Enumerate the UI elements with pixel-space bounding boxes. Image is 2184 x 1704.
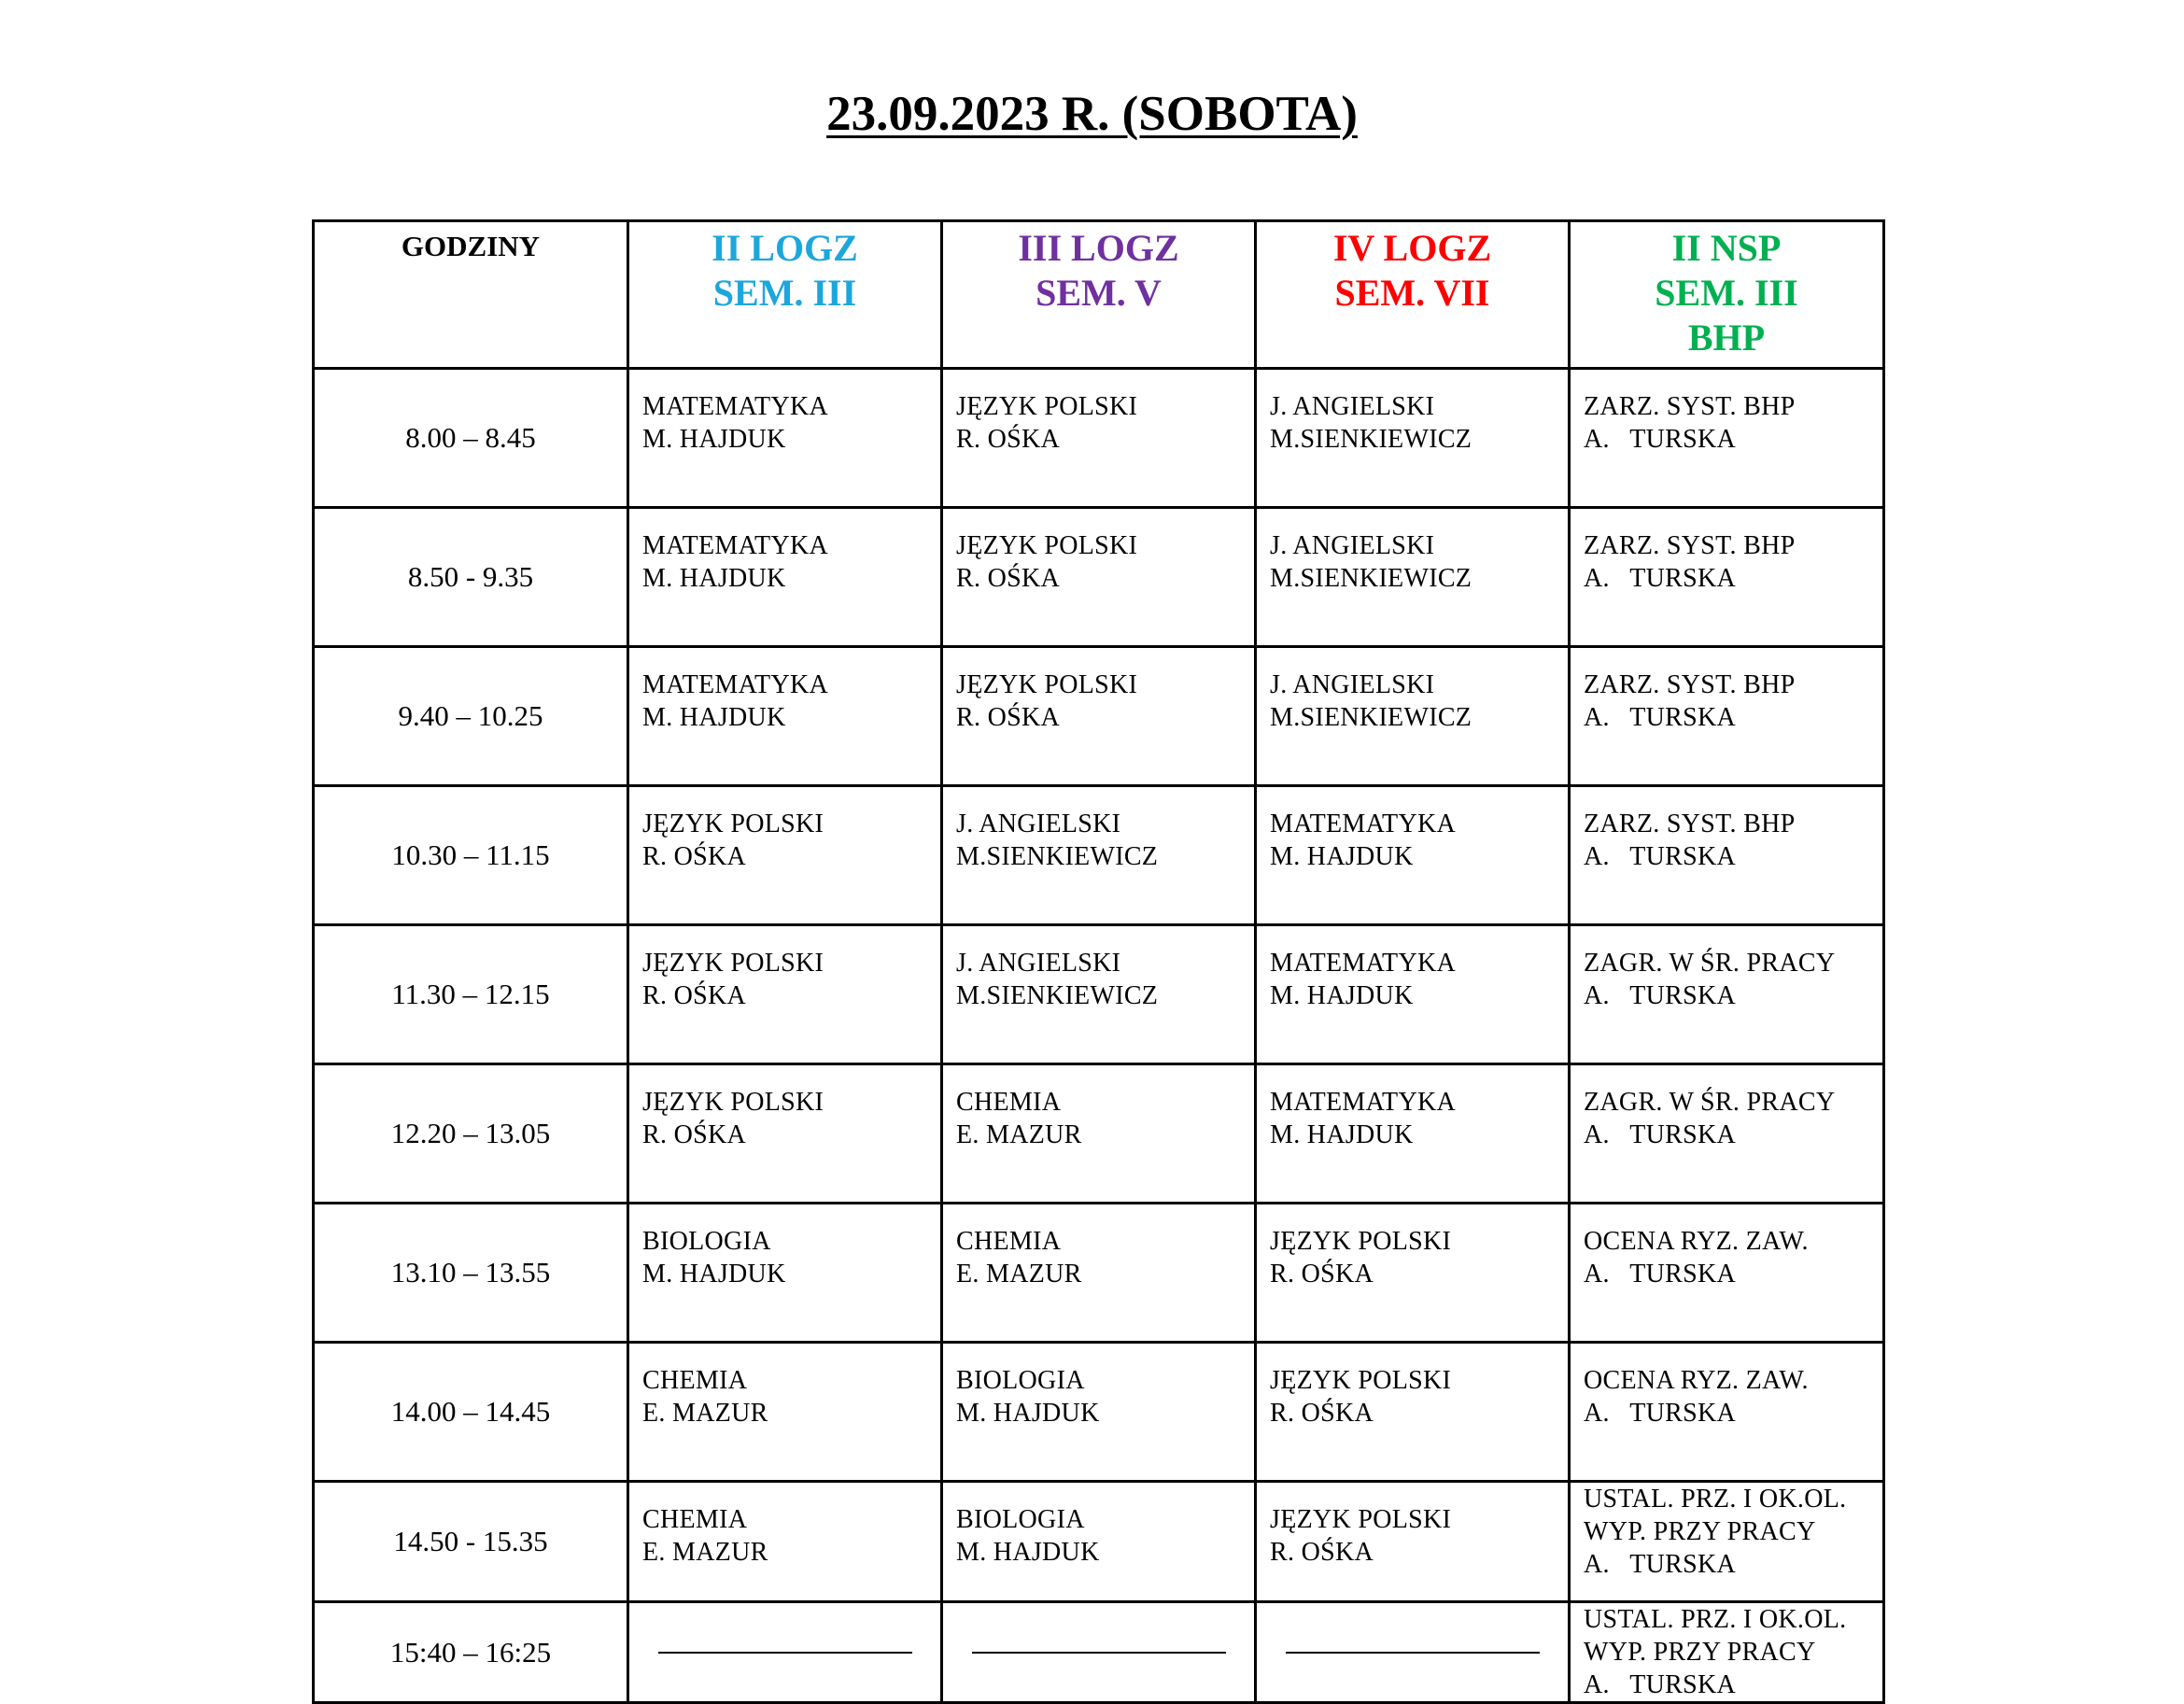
teacher-name: M. HAJDUK <box>642 425 786 454</box>
schedule-table <box>312 219 1885 1704</box>
teacher-name: A. TURSKA <box>1584 1399 1737 1428</box>
subject-name: J. ANGIELSKI <box>1270 531 1435 560</box>
time-cell: 10.30 – 11.15 <box>314 786 628 925</box>
empty-slot-cell <box>1256 1602 1570 1703</box>
header-group-3 <box>1256 221 1570 369</box>
teacher-name: R. OŚKA <box>642 981 747 1010</box>
subject-name: ZARZ. SYST. BHP <box>1584 392 1796 421</box>
teacher-name: M.SIENKIEWICZ <box>1270 425 1472 454</box>
teacher-name: R. OŚKA <box>1270 1538 1374 1567</box>
header-group-3-line: IV LOGZ <box>1332 227 1492 269</box>
teacher-name: A. TURSKA <box>1584 1120 1737 1149</box>
lesson-cell <box>1570 647 1884 786</box>
teacher-name: E. MAZUR <box>956 1260 1082 1289</box>
lesson-cell <box>1570 786 1884 925</box>
table-row <box>314 786 1884 925</box>
teacher-name: M. HAJDUK <box>956 1538 1100 1567</box>
lesson-cell <box>1570 508 1884 647</box>
subject-name: ZARZ. SYST. BHP <box>1584 810 1796 838</box>
teacher-name: M. HAJDUK <box>1270 1120 1414 1149</box>
teacher-name: A. TURSKA <box>1584 1550 1737 1579</box>
teacher-name: M. HAJDUK <box>1270 842 1414 871</box>
subject-name: JĘZYK POLSKI <box>642 1088 824 1117</box>
dash-line <box>972 1652 1226 1654</box>
teacher-name: R. OŚKA <box>1270 1399 1374 1428</box>
lesson-cell <box>1570 1204 1884 1343</box>
subject-name: BIOLOGIA <box>956 1505 1085 1534</box>
teacher-name: M. HAJDUK <box>642 1260 786 1289</box>
subject-name: MATEMATYKA <box>642 531 828 560</box>
teacher-name: E. MAZUR <box>642 1399 768 1428</box>
teacher-name: R. OŚKA <box>1270 1260 1374 1289</box>
subject-name: J. ANGIELSKI <box>956 949 1121 978</box>
teacher-name: A. TURSKA <box>1584 1670 1737 1699</box>
header-group-4-line: BHP <box>1687 317 1766 359</box>
subject-name: WYP. PRZY PRACY <box>1584 1638 1816 1667</box>
lesson-cell <box>1256 508 1570 647</box>
subject-name: ZARZ. SYST. BHP <box>1584 670 1796 699</box>
header-group-2-line: III LOGZ <box>1018 227 1179 269</box>
teacher-name: M.SIENKIEWICZ <box>1270 703 1472 732</box>
time-cell: 14.50 - 15.35 <box>314 1482 628 1602</box>
header-group-4 <box>1570 221 1884 369</box>
lesson-cell <box>628 508 942 647</box>
time-cell: 11.30 – 12.15 <box>314 925 628 1064</box>
time-cell: 13.10 – 13.55 <box>314 1204 628 1343</box>
time-cell: 14.00 – 14.45 <box>314 1343 628 1482</box>
lesson-cell <box>942 1204 1256 1343</box>
lesson-cell <box>1256 1482 1570 1602</box>
teacher-name: E. MAZUR <box>642 1538 768 1567</box>
lesson-cell <box>1570 1064 1884 1204</box>
lesson-cell <box>628 1343 942 1482</box>
header-group-1 <box>628 221 942 369</box>
subject-name: ZAGR. W ŚR. PRACY <box>1584 1088 1836 1117</box>
teacher-name: M. HAJDUK <box>956 1399 1100 1428</box>
subject-name: OCENA RYZ. ZAW. <box>1584 1366 1809 1395</box>
empty-slot-cell <box>628 1602 942 1703</box>
subject-name: WYP. PRZY PRACY <box>1584 1517 1816 1546</box>
teacher-name: M.SIENKIEWICZ <box>956 842 1159 871</box>
table-row <box>314 1343 1884 1482</box>
subject-name: JĘZYK POLSKI <box>642 949 824 978</box>
subject-name: JĘZYK POLSKI <box>956 531 1138 560</box>
subject-name: CHEMIA <box>642 1505 748 1534</box>
teacher-name: R. OŚKA <box>956 425 1061 454</box>
lesson-cell <box>1256 369 1570 508</box>
subject-name: J. ANGIELSKI <box>1270 392 1435 421</box>
table-row <box>314 1064 1884 1204</box>
subject-name: JĘZYK POLSKI <box>956 392 1138 421</box>
time-cell: 12.20 – 13.05 <box>314 1064 628 1204</box>
header-group-1-line: SEM. III <box>712 272 857 314</box>
subject-name: USTAL. PRZ. I OK.OL. <box>1584 1605 1847 1634</box>
teacher-name: A. TURSKA <box>1584 425 1737 454</box>
dash-line <box>658 1652 912 1654</box>
lesson-cell <box>942 786 1256 925</box>
teacher-name: M. HAJDUK <box>642 703 786 732</box>
schedule-body <box>314 369 1884 1703</box>
header-group-2 <box>942 221 1256 369</box>
subject-name: J. ANGIELSKI <box>1270 670 1435 699</box>
lesson-cell <box>942 1343 1256 1482</box>
lesson-cell <box>1256 647 1570 786</box>
lesson-cell <box>628 925 942 1064</box>
subject-name: MATEMATYKA <box>642 392 828 421</box>
lesson-cell <box>1570 369 1884 508</box>
lesson-cell <box>1256 1343 1570 1482</box>
table-row <box>314 1602 1884 1703</box>
lesson-cell <box>628 1204 942 1343</box>
subject-name: MATEMATYKA <box>1270 810 1456 838</box>
teacher-name: M. HAJDUK <box>1270 981 1414 1010</box>
teacher-name: M. HAJDUK <box>642 564 786 593</box>
subject-name: OCENA RYZ. ZAW. <box>1584 1227 1809 1256</box>
table-row <box>314 1482 1884 1602</box>
lesson-cell <box>942 1064 1256 1204</box>
header-group-1-line: II LOGZ <box>712 227 858 269</box>
table-row <box>314 508 1884 647</box>
subject-name: JĘZYK POLSKI <box>1270 1505 1452 1534</box>
subject-name: CHEMIA <box>956 1227 1062 1256</box>
table-row <box>314 647 1884 786</box>
subject-name: ZARZ. SYST. BHP <box>1584 531 1796 560</box>
teacher-name: R. OŚKA <box>642 842 747 871</box>
teacher-name: A. TURSKA <box>1584 1260 1737 1289</box>
lesson-cell <box>1570 1602 1884 1703</box>
teacher-name: A. TURSKA <box>1584 703 1737 732</box>
lesson-cell <box>628 1064 942 1204</box>
lesson-cell <box>628 647 942 786</box>
subject-name: ZAGR. W ŚR. PRACY <box>1584 949 1836 978</box>
lesson-cell <box>1570 1482 1884 1602</box>
lesson-cell <box>1570 925 1884 1064</box>
teacher-name: A. TURSKA <box>1584 981 1737 1010</box>
lesson-cell <box>942 1482 1256 1602</box>
subject-name: J. ANGIELSKI <box>956 810 1121 838</box>
subject-name: JĘZYK POLSKI <box>1270 1227 1452 1256</box>
lesson-cell <box>1570 1343 1884 1482</box>
table-row <box>314 1204 1884 1343</box>
subject-name: MATEMATYKA <box>1270 949 1456 978</box>
teacher-name: R. OŚKA <box>642 1120 747 1149</box>
subject-name: JĘZYK POLSKI <box>956 670 1138 699</box>
subject-name: MATEMATYKA <box>1270 1088 1456 1117</box>
time-cell: 15:40 – 16:25 <box>314 1602 628 1703</box>
lesson-cell <box>628 1482 942 1602</box>
subject-name: USTAL. PRZ. I OK.OL. <box>1584 1485 1847 1514</box>
subject-name: JĘZYK POLSKI <box>1270 1366 1452 1395</box>
page-title: 23.09.2023 R. (SOBOTA) <box>826 87 1358 141</box>
lesson-cell <box>942 508 1256 647</box>
header-hours: GODZINY <box>314 221 628 369</box>
subject-name: BIOLOGIA <box>642 1227 771 1256</box>
table-row <box>314 369 1884 508</box>
teacher-name: E. MAZUR <box>956 1120 1082 1149</box>
header-group-3-line: SEM. VII <box>1334 272 1490 314</box>
dash-line <box>1286 1652 1540 1654</box>
teacher-name: M.SIENKIEWICZ <box>956 981 1159 1010</box>
lesson-cell <box>1256 1204 1570 1343</box>
time-cell: 9.40 – 10.25 <box>314 647 628 786</box>
lesson-cell <box>942 369 1256 508</box>
header-group-4-line: SEM. III <box>1655 272 1798 314</box>
subject-name: JĘZYK POLSKI <box>642 810 824 838</box>
teacher-name: R. OŚKA <box>956 703 1061 732</box>
teacher-name: M.SIENKIEWICZ <box>1270 564 1472 593</box>
lesson-cell <box>628 369 942 508</box>
header-group-2-line: SEM. V <box>1036 272 1162 314</box>
subject-name: MATEMATYKA <box>642 670 828 699</box>
time-cell: 8.00 – 8.45 <box>314 369 628 508</box>
header-group-4-line: II NSP <box>1671 227 1782 269</box>
lesson-cell <box>1256 786 1570 925</box>
teacher-name: A. TURSKA <box>1584 564 1737 593</box>
lesson-cell <box>942 647 1256 786</box>
lesson-cell <box>628 786 942 925</box>
lesson-cell <box>1256 1064 1570 1204</box>
subject-name: CHEMIA <box>956 1088 1062 1117</box>
subject-name: CHEMIA <box>642 1366 748 1395</box>
time-cell: 8.50 - 9.35 <box>314 508 628 647</box>
empty-slot-cell <box>942 1602 1256 1703</box>
teacher-name: A. TURSKA <box>1584 842 1737 871</box>
lesson-cell <box>1256 925 1570 1064</box>
teacher-name: R. OŚKA <box>956 564 1061 593</box>
subject-name: BIOLOGIA <box>956 1366 1085 1395</box>
header-row <box>314 221 1884 369</box>
lesson-cell <box>942 925 1256 1064</box>
table-row <box>314 925 1884 1064</box>
